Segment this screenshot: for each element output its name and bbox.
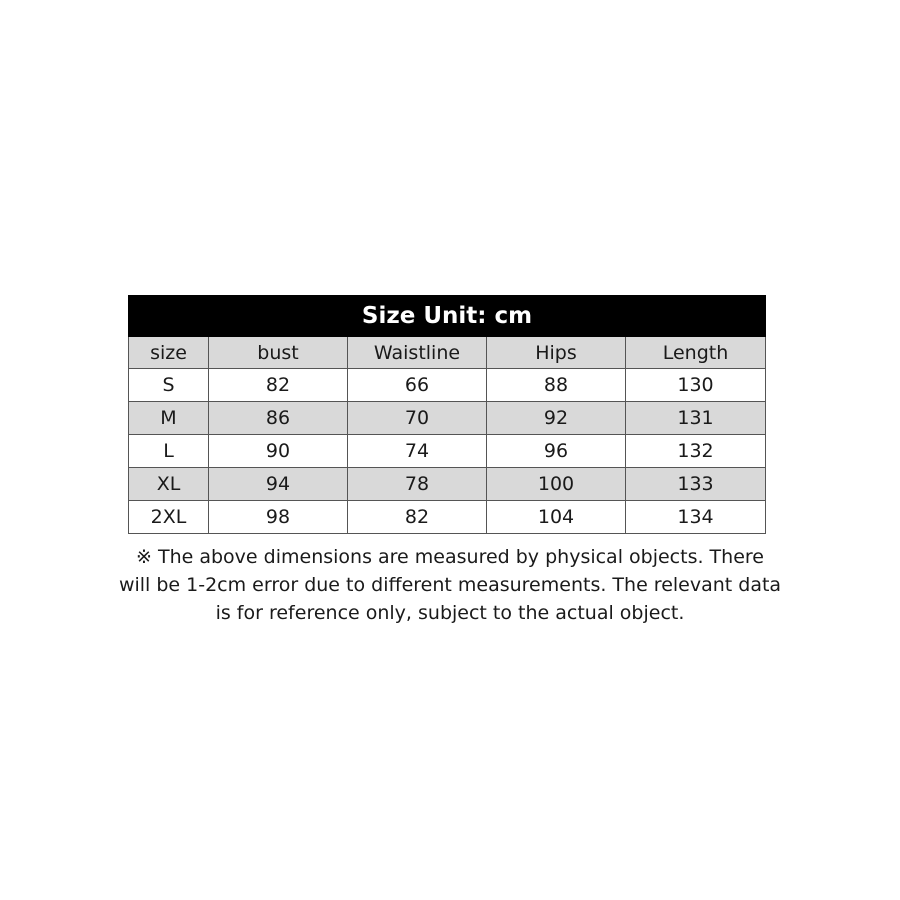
cell-waistline: 70 (348, 402, 487, 435)
cell-waistline: 74 (348, 435, 487, 468)
cell-length: 130 (626, 369, 766, 402)
cell-size: S (129, 369, 209, 402)
cell-size: L (129, 435, 209, 468)
table-row (129, 369, 766, 402)
header-length: Length (626, 337, 766, 369)
cell-size: 2XL (129, 501, 209, 534)
cell-bust: 86 (209, 402, 348, 435)
cell-length: 134 (626, 501, 766, 534)
cell-length: 132 (626, 435, 766, 468)
cell-bust: 82 (209, 369, 348, 402)
table-header-row (129, 337, 766, 369)
cell-waistline: 66 (348, 369, 487, 402)
cell-length: 133 (626, 468, 766, 501)
cell-size: M (129, 402, 209, 435)
header-hips: Hips (487, 337, 626, 369)
table-title: Size Unit: cm (129, 296, 766, 337)
header-size: size (129, 337, 209, 369)
cell-waistline: 78 (348, 468, 487, 501)
cell-size: XL (129, 468, 209, 501)
table-row (129, 501, 766, 534)
cell-hips: 88 (487, 369, 626, 402)
table-title-row (129, 296, 766, 337)
table-row (129, 402, 766, 435)
cell-length: 131 (626, 402, 766, 435)
measurement-note: ※ The above dimensions are measured by physical objects. There will be 1-2cm error due to different measurements. The relevant data is for reference only, subject to the actual object. (118, 546, 782, 624)
table-row (129, 435, 766, 468)
header-waistline: Waistline (348, 337, 487, 369)
cell-bust: 98 (209, 501, 348, 534)
cell-hips: 104 (487, 501, 626, 534)
cell-bust: 94 (209, 468, 348, 501)
cell-hips: 92 (487, 402, 626, 435)
cell-waistline: 82 (348, 501, 487, 534)
table-row (129, 468, 766, 501)
header-bust: bust (209, 337, 348, 369)
cell-bust: 90 (209, 435, 348, 468)
size-chart-table (128, 295, 766, 534)
cell-hips: 100 (487, 468, 626, 501)
cell-hips: 96 (487, 435, 626, 468)
